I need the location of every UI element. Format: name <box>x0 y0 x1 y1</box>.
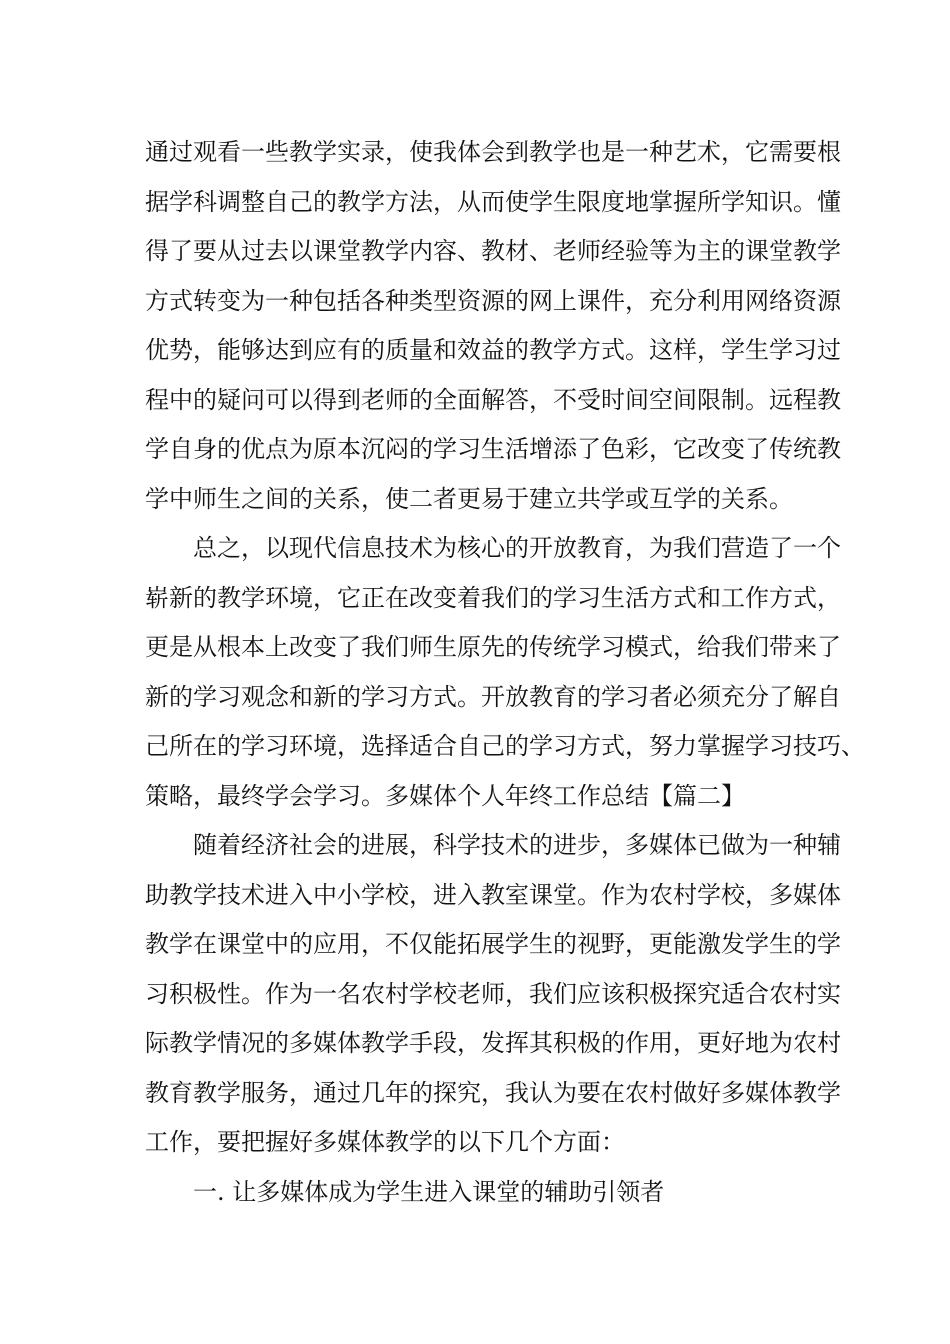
paragraph-line: 教学在课堂中的应用，不仅能拓展学生的视野，更能激发学生的学 <box>145 930 841 958</box>
paragraph-first-line: 总之，以现代信息技术为核心的开放教育，为我们营造了一个 <box>193 534 841 562</box>
section-heading <box>145 1168 825 1218</box>
paragraph-line: 教育教学服务，通过几年的探究，我认为要在农村做好多媒体教学 <box>145 1078 841 1107</box>
paragraph-line: 助教学技术进入中小学校，进入教室课堂。作为农村学校，多媒体 <box>145 880 841 909</box>
paragraph-line: 优势，能够达到应有的质量和效益的教学方式。这样，学生学习过 <box>145 336 841 364</box>
paragraph-line: 策略，最终学会学习。多媒体个人年终工作总结【篇二】 <box>145 781 745 810</box>
paragraph-line: 据学科调整自己的教学方法，从而使学生限度地掌握所学知识。懂 <box>145 187 841 216</box>
paragraph-line: 程中的疑问可以得到老师的全面解答，不受时间空间限制。远程教 <box>145 385 841 414</box>
paragraph-first-line: 随着经济社会的进展，科学技术的进步，多媒体已做为一种辅 <box>193 831 841 859</box>
section-heading-text: 一. 让多媒体成为学生进入课堂的辅助引领者 <box>193 1177 665 1206</box>
paragraph-line: 际教学情况的多媒体教学手段，发挥其积极的作用，更好地为农村 <box>145 1029 841 1057</box>
paragraph-line: 学自身的优点为原本沉闷的学习生活增添了色彩，它改变了传统教 <box>145 435 841 463</box>
paragraph-line: 更是从根本上改变了我们师生原先的传统学习模式，给我们带来了 <box>145 633 841 661</box>
paragraph-1 <box>145 128 841 524</box>
paragraph-line: 新的学习观念和新的学习方式。开放教育的学习者必须充分了解自 <box>145 682 841 711</box>
paragraph-line: 通过观看一些教学实录，使我体会到教学也是一种艺术，它需要根 <box>145 138 841 166</box>
paragraph-line: 崭新的教学环境，它正在改变着我们的学习生活方式和工作方式， <box>145 583 841 612</box>
paragraph-3 <box>145 821 841 1168</box>
paragraph-2 <box>145 524 865 821</box>
paragraph-line: 工作，要把握好多媒体教学的以下几个方面： <box>145 1128 625 1156</box>
paragraph-line: 得了要从过去以课堂教学内容、教材、老师经验等为主的课堂教学 <box>145 237 841 265</box>
document-body <box>145 128 865 1217</box>
paragraph-line: 己所在的学习环境，选择适合自己的学习方式，努力掌握学习技巧、 <box>145 732 865 760</box>
paragraph-line: 方式转变为一种包括各种类型资源的网上课件，充分利用网络资源 <box>145 286 841 315</box>
paragraph-line: 习积极性。作为一名农村学校老师，我们应该积极探究适合农村实 <box>145 979 841 1008</box>
paragraph-line: 学中师生之间的关系，使二者更易于建立共学或互学的关系。 <box>145 484 793 513</box>
